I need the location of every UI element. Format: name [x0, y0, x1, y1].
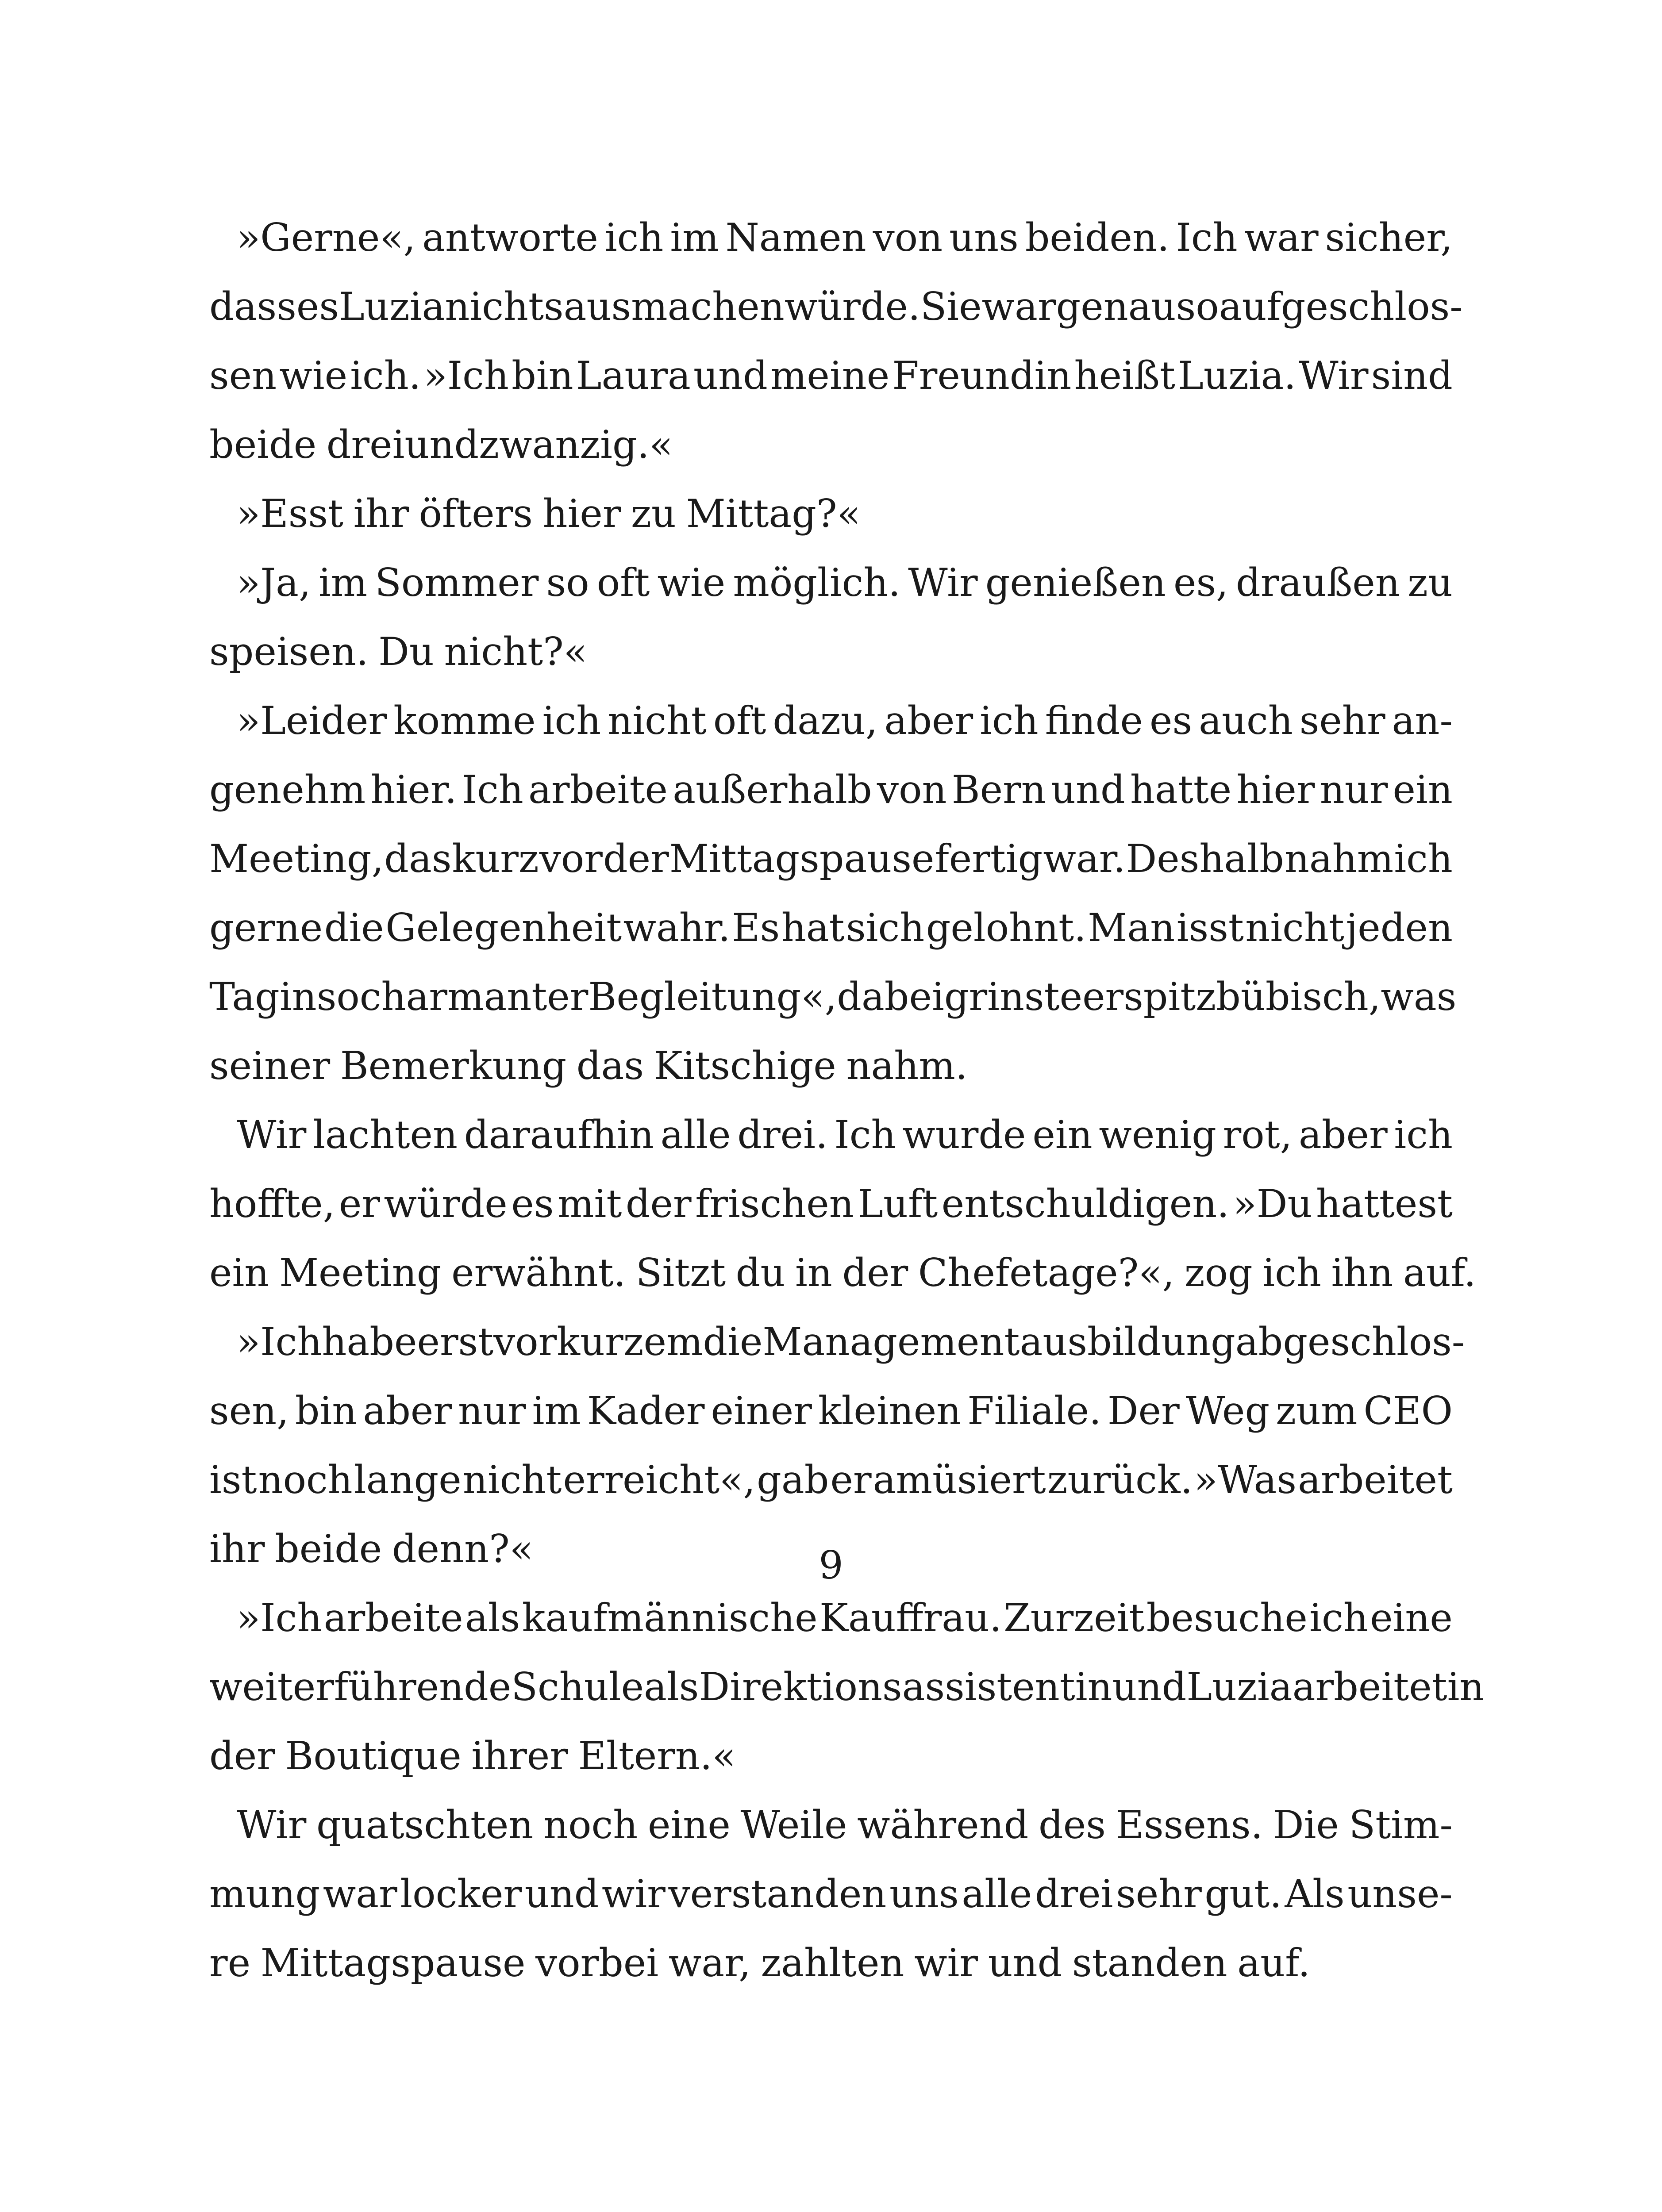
text-line: »Gerne«, antworte ich im Namen von uns beiden. Ich war sicher, — [237, 215, 1453, 260]
paragraph — [209, 686, 1457, 1100]
text-line: gerne die Gelegenheit wahr. Es hat sich gelohnt. Man isst nicht jeden — [209, 905, 1453, 950]
paragraph — [209, 548, 1453, 686]
text-line: beide dreiundzwanzig.« — [209, 422, 673, 467]
text-line: genehm hier. Ich arbeite außerhalb von Bern und hatte hier nur ein — [209, 767, 1453, 812]
paragraph — [209, 1790, 1453, 1997]
text-line: Meeting, das kurz vor der Mittagspause fertig war. Deshalb nahm ich — [209, 836, 1453, 881]
text-line: der Boutique ihrer Eltern.« — [209, 1733, 736, 1778]
text-line: Wir lachten daraufhin alle drei. Ich wurde ein wenig rot, aber ich — [237, 1112, 1453, 1157]
text-line: ihr beide denn?« — [209, 1526, 533, 1571]
text-line: sen, bin aber nur im Kader einer kleinen Filiale. Der Weg zum CEO — [209, 1388, 1453, 1433]
text-line: ein Meeting erwähnt. Sitzt du in der Chefetage?«, zog ich ihn auf. — [209, 1250, 1476, 1295]
text-line: mung war locker und wir verstanden uns alle drei sehr gut. Als unse- — [209, 1871, 1453, 1916]
text-line: re Mittagspause vorbei war, zahlten wir und standen auf. — [209, 1940, 1310, 1985]
paragraph — [209, 203, 1463, 479]
paragraph — [209, 1100, 1476, 1307]
text-line: »Ich arbeite als kaufmännische Kauffrau. Zurzeit besuche ich eine — [237, 1595, 1453, 1640]
text-line: »Leider komme ich nicht oft dazu, aber ich finde es auch sehr an- — [237, 698, 1453, 743]
text-line: »Ja, im Sommer so oft wie möglich. Wir genießen es, draußen zu — [237, 560, 1453, 605]
text-line: dass es Luzia nichts ausmachen würde. Sie war genauso aufgeschlos- — [209, 284, 1463, 329]
page-number: 9 — [819, 1543, 843, 1588]
paragraph — [209, 1583, 1485, 1790]
paragraph — [209, 479, 1453, 548]
text-line: »Ich habe erst vor kurzem die Managementausbildung abgeschlos- — [237, 1319, 1465, 1364]
text-line: speisen. Du nicht?« — [209, 629, 587, 674]
text-line: seiner Bemerkung das Kitschige nahm. — [209, 1043, 968, 1088]
body-text — [209, 203, 1485, 1997]
text-line: Wir quatschten noch eine Weile während des Essens. Die Stim- — [237, 1802, 1453, 1847]
text-line: »Esst ihr öfters hier zu Mittag?« — [237, 491, 861, 536]
text-line: weiterführende Schule als Direktionsassistentin und Luzia arbeitet in — [209, 1664, 1485, 1709]
text-line: sen wie ich. »Ich bin Laura und meine Freundin heißt Luzia. Wir sind — [209, 353, 1453, 398]
text-line: Tag in so charmanter Begleitung«, dabei grinste er spitzbübisch, was — [209, 974, 1457, 1019]
text-line: hoffte, er würde es mit der frischen Luft entschuldigen. »Du hattest — [209, 1181, 1453, 1226]
text-line: ist noch lange nicht erreicht«, gab er amüsiert zurück. »Was arbeitet — [209, 1457, 1453, 1502]
